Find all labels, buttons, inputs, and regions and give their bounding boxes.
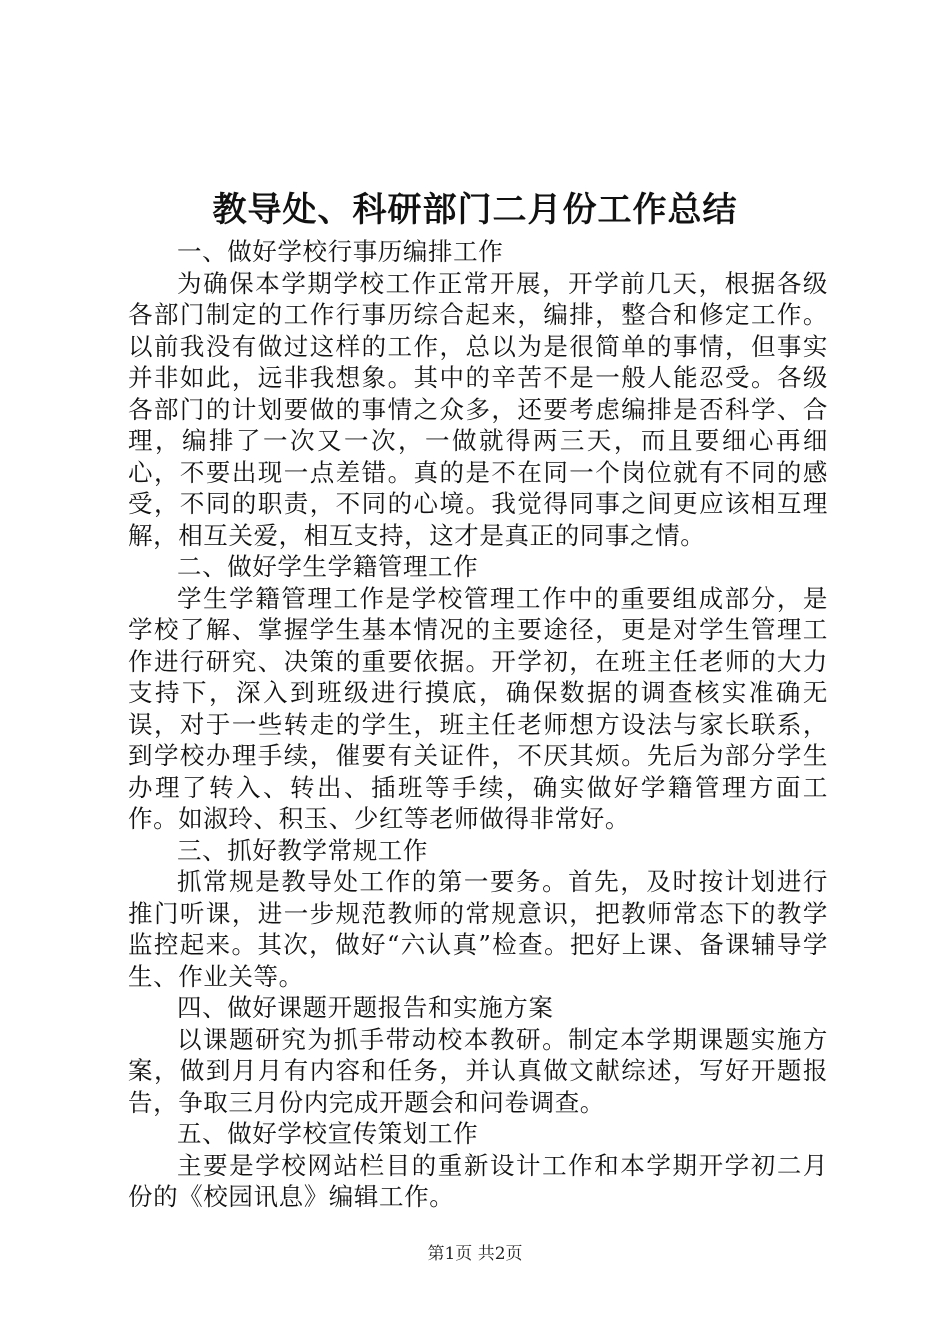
- section-paragraph-2: 学生学籍管理工作是学校管理工作中的重要组成部分，是学校了解、掌握学生基本情况的主要途径，更是对学生管理工作进行研究、决策的重要依据。开学初，在班主任老师的大力支持下，深入到班级进行摸底，确保数据的调查核实准确无误，对于一些转走的学生，班主任老师想方设法与家长联系，到学校办理手续，催要有关证件，不厌其烦。先后为部分学生办理了转入、转出、插班等手续，确实做好学籍管理方面工作。如淑玲、积玉、少红等老师做得非常好。: [128, 583, 828, 833]
- section-paragraph-4: 以课题研究为抓手带动校本教研。制定本学期课题实施方案，做到月月有内容和任务，并认真做文献综述，写好开题报告，争取三月份内完成开题会和问卷调查。: [128, 1024, 828, 1117]
- page-number-footer: 第1页 共2页: [427, 1244, 523, 1264]
- section-heading-2: 二、做好学生学籍管理工作: [177, 552, 479, 581]
- section-heading-5: 五、做好学校宣传策划工作: [177, 1119, 479, 1148]
- section-paragraph-1: 为确保本学期学校工作正常开展，开学前几天，根据各级各部门制定的工作行事历综合起来，编排，整合和修定工作。以前我没有做过这样的工作，总以为是很简单的事情，但事实并非如此，远非我想象。其中的辛苦不是一般人能忍受。各级各部门的计划要做的事情之众多，还要考虑编排是否科学、合理，编排了一次又一次，一做就得两三天，而且要细心再细心，不要出现一点差错。真的是不在同一个岗位就有不同的感受，不同的职责，不同的心境。我觉得同事之间更应该相互理解，相互关爱，相互支持，这才是真正的同事之情。: [128, 268, 828, 550]
- document-body: [128, 236, 828, 1213]
- section-heading-4: 四、做好课题开题报告和实施方案: [177, 993, 554, 1022]
- section-heading-1: 一、做好学校行事历编排工作: [177, 237, 504, 266]
- document-title: 教导处、科研部门二月份工作总结: [212, 190, 738, 230]
- section-heading-3: 三、抓好教学常规工作: [177, 835, 428, 865]
- section-paragraph-5: 主要是学校网站栏目的重新设计工作和本学期开学初二月份的《校园讯息》编辑工作。: [128, 1150, 828, 1211]
- section-paragraph-3: 抓常规是教导处工作的第一要务。首先，及时按计划进行推门听课，进一步规范教师的常规意识，把教师常态下的教学监控起来。其次，做好“六认真”检查。把好上课、备课辅导学生、作业关等。: [128, 867, 828, 991]
